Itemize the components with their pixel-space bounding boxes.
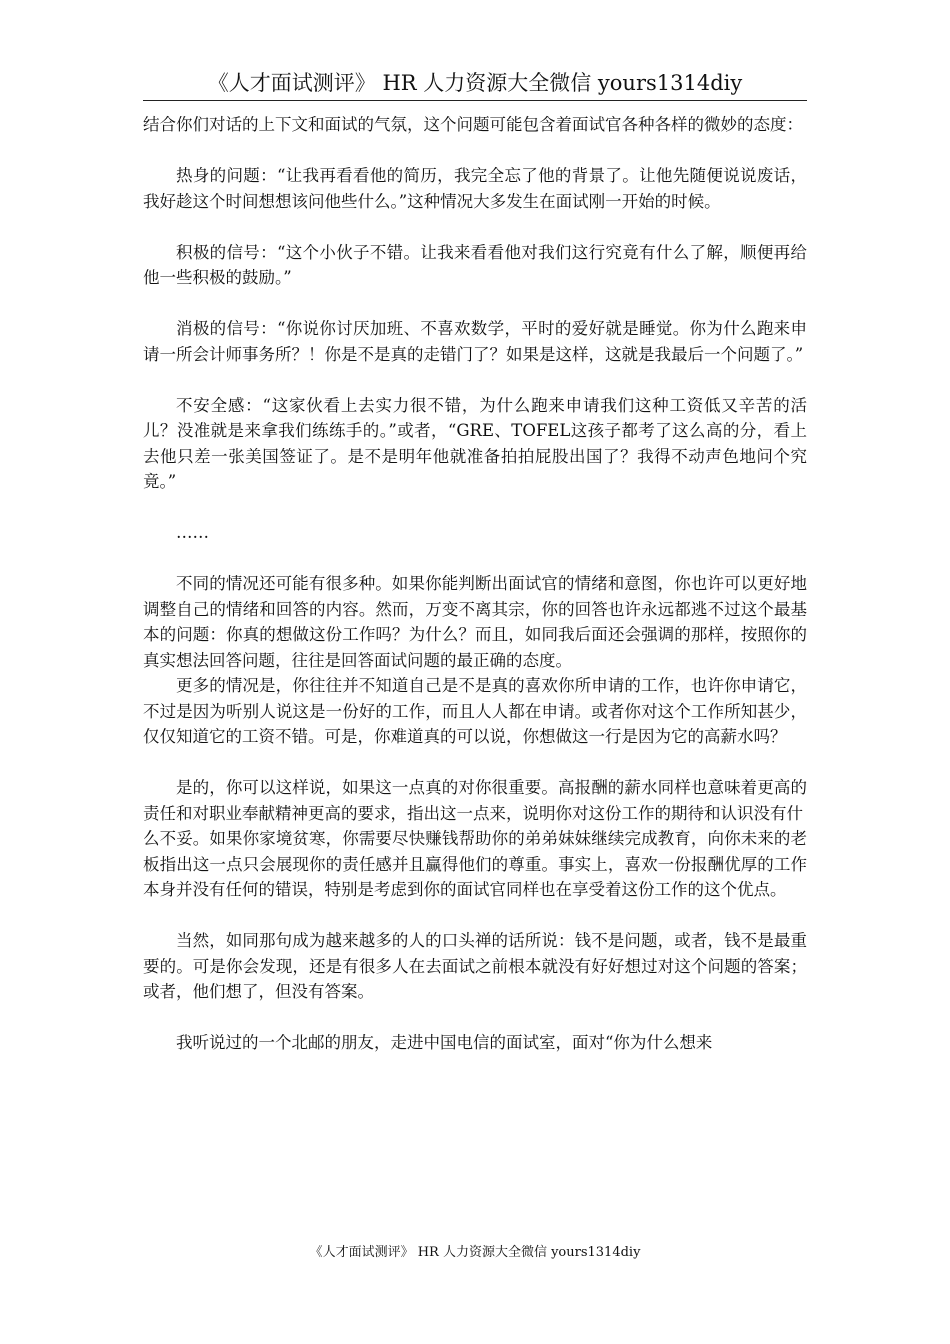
paragraph-insecurity: 不安全感：“这家伙看上去实力很不错，为什么跑来申请我们这种工资低又辛苦的活儿？没准就是来拿我们练练手的。”或者，“GRE、TOFEL这孩子都考了这么高的分，看上去他只差一张美国签证了。是不是明年他就准备拍拍屁股出国了？我得不动声色地问个究竟。” bbox=[143, 395, 807, 491]
body-text bbox=[143, 112, 807, 1056]
paragraph-negative-signal: 消极的信号：“你说你讨厌加班、不喜欢数学，平时的爱好就是睡觉。你为什么跑来申请一所会计师事务所？！你是不是真的走错门了？如果是这样，这就是我最后一个问题了。” bbox=[143, 319, 807, 364]
paragraph-continuation: 么不妥。如果你家境贫寒，你需要尽快赚钱帮助你的弟弟妹妹继续完成教育，向你未来的老板指出这一点只会展现你的责任感并且赢得他们的尊重。事实上，喜欢一份报酬优厚的工作本身并没有任何的错误，特别是考虑到你的面试官同样也在享受着这份工作的这个优点。 bbox=[143, 829, 807, 899]
paragraph-more-situations: 更多的情况是，你往往并不知道自己是不是真的喜欢你所申请的工作，也许你申请它，不过是因为听别人说这是一份好的工作，而且人人都在申请。或者你对这个工作所知甚少，仅仅知道它的工资不错。可是，你难道真的可以说，你想做这一行是因为它的高薪水吗？ bbox=[143, 676, 807, 746]
paragraph-bupt-friend: 我听说过的一个北邮的朋友，走进中国电信的面试室，面对“你为什么想来 bbox=[176, 1033, 713, 1052]
page-footer: 《人才面试测评》 HR 人力资源大全微信 yours1314diy bbox=[309, 1245, 641, 1260]
paragraph-warmup: 热身的问题：“让我再看看他的简历，我完全忘了他的背景了。让他先随便说说废话，我好趁这个时间想想该问他些什么。”这种情况大多发生在面试刚一开始的时候。 bbox=[143, 166, 807, 211]
page-header: 《人才面试测评》 HR 人力资源大全微信 yours1314diy bbox=[143, 68, 807, 101]
paragraph-intro: 结合你们对话的上下文和面试的气氛，这个问题可能包含着面试官各种各样的微妙的态度： bbox=[143, 115, 803, 134]
paragraph-ellipsis: …… bbox=[176, 523, 209, 542]
paragraph-money-not-issue: 当然，如同那句成为越来越多的人的口头禅的话所说：钱不是问题，或者，钱不是最重要的。可是你会发现，还是有很多人在去面试之前根本就没有好好想过对这个问题的答案；或者，他们想了，但没有答案。 bbox=[143, 931, 807, 1001]
paragraph-positive-signal: 积极的信号：“这个小伙子不错。让我来看看他对我们这行究竟有什么了解，顺便再给他一些积极的鼓励。” bbox=[143, 242, 807, 287]
paragraph-yes-you-can: 是的，你可以这样说，如果这一点真的对你很重要。高报酬的薪水同样也意味着更高的责任和对职业奉献精神更高的要求，指出这一点来，说明你对这份工作的期待和认识没有什 bbox=[143, 778, 807, 823]
paragraph-many-situations: 不同的情况还可能有很多种。如果你能判断出面试官的情绪和意图，你也许可以更好地调整自己的情绪和回答的内容。然而，万变不离其宗，你的回答也许永远都逃不过这个最基本的问题：你真的想做这份工作吗？为什么？而且，如同我后面还会强调的那样，按照你的真实想法回答问题，往往是回答面试问题的最正确的态度。 bbox=[143, 574, 807, 670]
